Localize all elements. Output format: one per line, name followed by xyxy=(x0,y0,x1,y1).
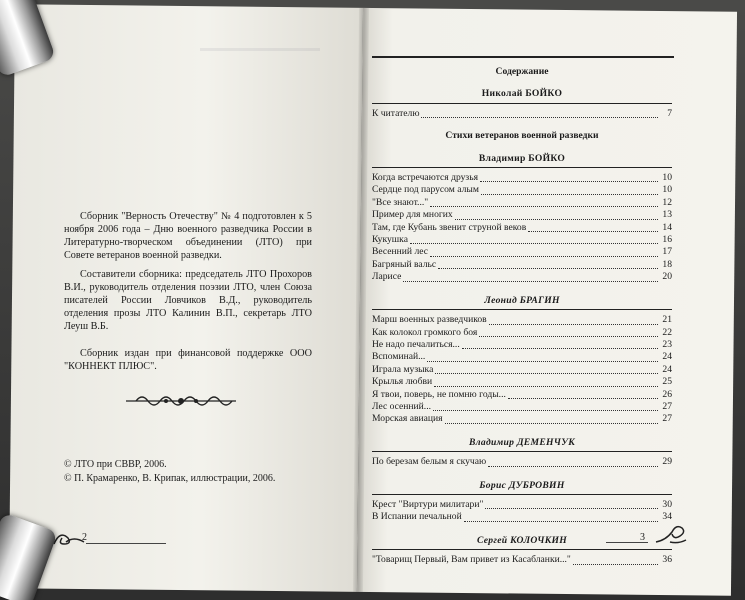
entry-page: 21 xyxy=(662,314,672,326)
leader-dots xyxy=(528,220,658,232)
leader-dots xyxy=(485,497,658,509)
leader-dots xyxy=(508,387,658,399)
entry-page: 30 xyxy=(662,498,672,510)
entry-title: Вспоминай... xyxy=(372,351,426,363)
imprint-paragraph: Составители сборника: председатель ЛТО Прохоров В.И., руководитель отделения поэзии ЛТО, член Союза писателей России Ловчиков В.Д., руководитель отделения прозы ЛТО Калинин В.П., секретарь ЛТО Леуш В.Б. xyxy=(64,269,312,332)
toc-entry xyxy=(372,456,672,468)
leader-dots xyxy=(410,232,658,244)
entry-page: 23 xyxy=(662,338,672,350)
author-name: Борис ДУБРОВИН xyxy=(479,479,565,491)
leader-dots xyxy=(480,170,658,182)
author-name: Николай БОЙКО xyxy=(481,88,563,100)
author-entries xyxy=(372,494,672,524)
entry-page: 36 xyxy=(662,554,672,566)
leader-dots xyxy=(481,183,658,195)
ornament-divider xyxy=(126,392,236,410)
group-gap xyxy=(372,567,672,575)
entry-page: 29 xyxy=(662,456,672,468)
entry-page: 26 xyxy=(662,388,672,400)
imprint-text xyxy=(64,210,312,373)
entry-title: По березам белым я скучаю xyxy=(372,456,487,468)
entry-title: Крест "Виртури милитари" xyxy=(372,498,484,510)
entry-page: 24 xyxy=(662,351,672,363)
author-name: Сергей КОЛОЧКИН xyxy=(476,534,568,546)
entry-title: Я твои, поверь, не помню годы... xyxy=(372,388,506,400)
leader-dots xyxy=(430,195,658,207)
author-entries xyxy=(372,103,672,120)
author-groups xyxy=(372,153,672,575)
flourish-icon xyxy=(654,522,688,546)
entry-title: Багряный вальс xyxy=(372,258,437,270)
entry-title: Ларисе xyxy=(372,271,402,283)
copyright-line: © ЛТО при СВВР, 2006. xyxy=(64,459,167,470)
author-name: Леонид БРАГИН xyxy=(484,294,560,306)
entry-page: 16 xyxy=(662,234,672,246)
entry-page: 10 xyxy=(662,184,672,196)
entry-page: 10 xyxy=(662,172,672,184)
entry-title: К читателю xyxy=(372,107,420,119)
leader-dots xyxy=(464,510,658,522)
page-number-right: 3 xyxy=(640,532,645,543)
entry-page: 12 xyxy=(662,196,672,208)
author-entries xyxy=(372,309,672,426)
entry-title: "Все знают..." xyxy=(372,196,429,208)
author-name: Владимир БОЙКО xyxy=(478,152,566,164)
entry-title: Сердце под парусом алым xyxy=(372,184,479,196)
entry-title: Весенний лес xyxy=(372,246,429,258)
entry-page: 7 xyxy=(667,107,672,119)
entry-page: 34 xyxy=(662,511,672,523)
entry-page: 25 xyxy=(662,376,672,388)
entry-title: Лес осенний... xyxy=(372,400,431,412)
entry-page: 13 xyxy=(662,209,672,221)
copyright-line: © П. Крамаренко, В. Крипак, иллюстрации, 2006. xyxy=(64,473,276,484)
toc-entry xyxy=(372,413,672,425)
entry-page: 27 xyxy=(662,413,672,425)
entry-title: Как колокол громкого боя xyxy=(372,326,478,338)
footer-rule-left xyxy=(86,543,166,544)
leader-dots xyxy=(430,245,658,257)
leader-dots xyxy=(445,412,658,424)
entry-title: "Товарищ Первый, Вам привет из Касабланки..." xyxy=(372,554,571,566)
author-entries xyxy=(372,167,672,284)
leader-dots xyxy=(403,270,658,282)
leader-dots xyxy=(479,325,658,337)
toc-title: Содержание xyxy=(495,66,549,77)
leader-dots xyxy=(455,208,658,220)
group-gap xyxy=(372,524,672,532)
entry-title: Играла музыка xyxy=(372,363,434,375)
group-gap xyxy=(372,469,672,477)
entry-page: 14 xyxy=(662,221,672,233)
entry-title: Пример для многих xyxy=(372,209,453,221)
entry-page: 24 xyxy=(662,363,672,375)
leader-dots xyxy=(489,313,658,325)
leader-dots xyxy=(434,375,658,387)
leader-dots xyxy=(435,362,658,374)
entry-title: Когда встречаются друзья xyxy=(372,172,478,184)
author-entries xyxy=(372,451,672,468)
section-title: Стихи ветеранов военной разведки xyxy=(445,130,599,142)
copyright-block xyxy=(64,458,324,486)
entry-title: Морская авиация xyxy=(372,413,443,425)
leader-dots xyxy=(421,106,658,118)
table-of-contents xyxy=(372,54,672,575)
entry-page: 18 xyxy=(662,258,672,270)
toc-entry xyxy=(372,271,672,283)
flourish-icon xyxy=(52,526,86,548)
entry-title: В Испании печальной xyxy=(372,511,462,523)
toc-entry xyxy=(372,511,672,523)
entry-title: Марш военных разведчиков xyxy=(372,314,487,326)
leader-dots xyxy=(433,399,658,411)
entry-page: 22 xyxy=(662,326,672,338)
leader-dots xyxy=(462,337,658,349)
group-gap xyxy=(372,426,672,434)
leader-dots xyxy=(488,455,658,467)
imprint-paragraph: Сборник "Верность Отечеству" № 4 подготовлен к 5 ноября 2006 года – Дню военного разведчика России в Литературно-творческом объединении (ЛТО) при Совете ветеранов военной разведки. xyxy=(64,211,312,261)
entry-title: Там, где Кубань звенит струной веков xyxy=(372,221,527,233)
entry-page: 17 xyxy=(662,246,672,258)
group-gap xyxy=(372,284,672,292)
leader-dots xyxy=(438,257,658,269)
leader-dots xyxy=(427,350,658,362)
toc-entry xyxy=(372,554,672,566)
page-number-left: 2 xyxy=(82,532,87,543)
entry-title: Не надо печалиться... xyxy=(372,338,460,350)
entry-title: Кукушка xyxy=(372,234,408,246)
entry-page: 27 xyxy=(662,400,672,412)
author-name: Владимир ДЕМЕНЧУК xyxy=(468,436,576,448)
entry-page: 20 xyxy=(662,271,672,283)
entry-title: Крылья любви xyxy=(372,376,433,388)
imprint-paragraph: Сборник издан при финансовой поддержке ООО "КОННЕКТ ПЛЮС". xyxy=(64,348,312,372)
leader-dots xyxy=(573,553,658,565)
toc-entry xyxy=(372,108,672,120)
author-entries xyxy=(372,549,672,566)
